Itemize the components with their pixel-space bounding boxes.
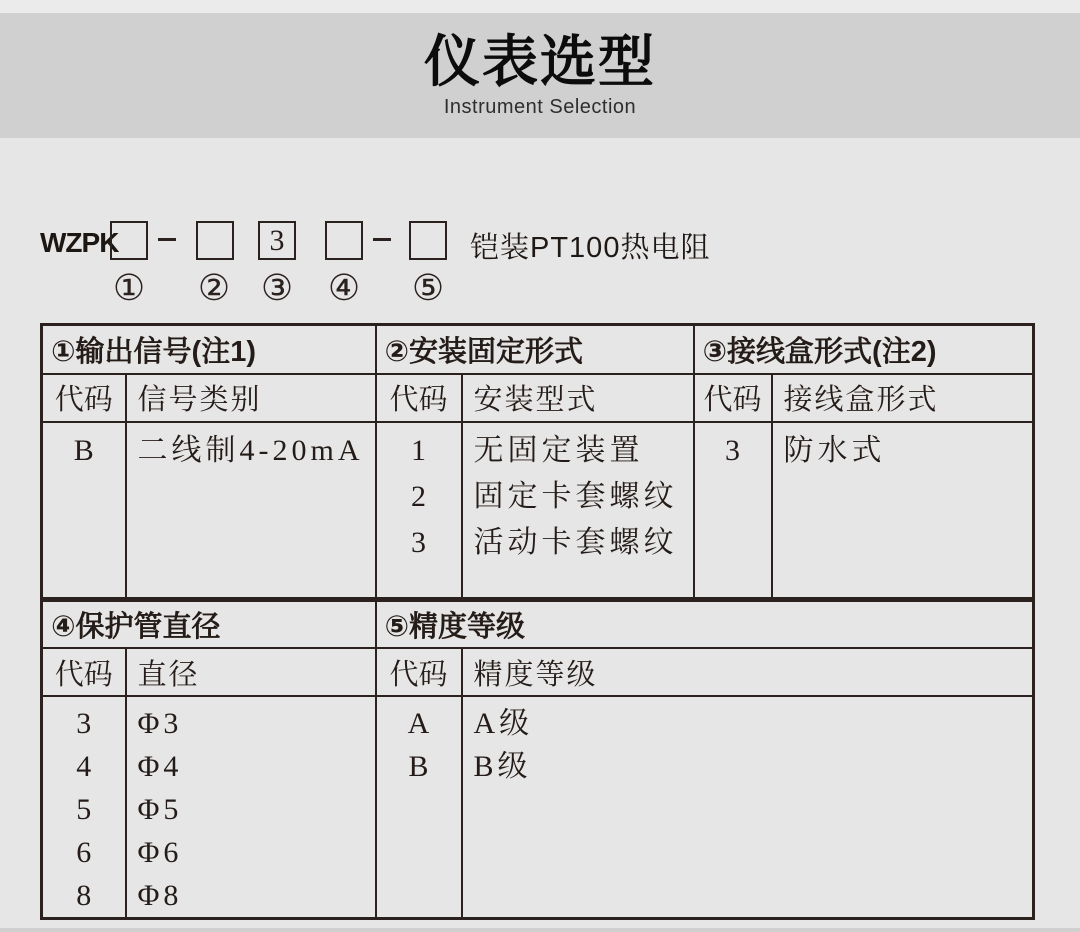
junction-box-codes: [694, 422, 772, 599]
code-value: 1: [411, 433, 426, 467]
mounting-codes: [376, 422, 462, 599]
mounting-type-value: 固定卡套螺纹: [473, 479, 678, 513]
code-column-header: 代码: [42, 374, 126, 422]
mounting-type-value: 活动卡套螺纹: [473, 525, 678, 559]
model-code-line: [0, 221, 1080, 264]
code-value: 2: [411, 479, 426, 513]
accuracy-value: A级: [473, 707, 534, 740]
column-header-row: [42, 648, 1034, 696]
section-title-accuracy-class: ⑤精度等级: [376, 601, 1034, 648]
junction-box-column-header: 接线盒形式: [772, 374, 1034, 422]
diameter-value: Φ8: [137, 879, 183, 912]
position-label-4: ④: [327, 268, 361, 308]
section-title-mounting: ②安装固定形式: [376, 325, 694, 374]
table-body-row: [42, 696, 1034, 919]
output-signal-labels: [126, 422, 376, 599]
position-number-row: [0, 268, 1080, 308]
code-value: 3: [725, 433, 740, 467]
section-header-row: [42, 325, 1034, 374]
diameter-value: Φ4: [137, 750, 183, 783]
section-title-junction-box: ③接线盒形式(注2): [694, 325, 1034, 374]
code-value: B: [408, 750, 429, 783]
table-body-row: [42, 422, 1034, 599]
code-column-header: 代码: [42, 648, 126, 696]
top-margin-strip: [0, 0, 1080, 13]
model-prefix: WZPK: [40, 227, 119, 258]
model-box-4: [325, 221, 363, 260]
code-value: 4: [76, 750, 92, 783]
model-description: 铠装PT100热电阻: [470, 232, 711, 264]
diameter-codes: [42, 696, 126, 919]
mounting-type-value: 无固定装置: [473, 433, 644, 467]
position-label-5: ⑤: [411, 268, 445, 308]
signal-type-value: 二线制4-20mA: [137, 433, 364, 467]
mounting-type-column-header: 安装型式: [462, 374, 694, 422]
signal-type-column-header: 信号类别: [126, 374, 376, 422]
dash-separator: [373, 238, 391, 241]
model-box-2: [196, 221, 234, 260]
accuracy-labels: [462, 696, 1034, 919]
code-value: 3: [411, 525, 426, 559]
section-title-sheath-diameter: ④保护管直径: [42, 601, 376, 648]
model-box-3: 3: [258, 221, 296, 260]
selection-table-bottom: [40, 600, 1035, 920]
section-title-output-signal: ①输出信号(注1): [42, 325, 376, 374]
model-box-1: [110, 221, 148, 260]
column-header-row: [42, 374, 1034, 422]
junction-box-labels: [772, 422, 1034, 599]
position-label-2: ②: [197, 268, 231, 308]
code-value: B: [73, 433, 94, 467]
bottom-margin-strip: [0, 928, 1080, 932]
accuracy-column-header: 精度等级: [462, 648, 1034, 696]
output-signal-codes: [42, 422, 126, 599]
diameter-column-header: 直径: [126, 648, 376, 696]
code-value: 6: [76, 836, 92, 869]
page-title: 仪表选型: [424, 30, 656, 93]
position-label-1: ①: [112, 268, 146, 308]
accuracy-value: B级: [473, 750, 532, 783]
section-header-row: [42, 601, 1034, 648]
junction-box-value: 防水式: [783, 433, 886, 467]
dash-separator: [158, 238, 176, 241]
position-label-3: ③: [260, 268, 294, 308]
page-header-band: [0, 13, 1080, 138]
accuracy-codes: [376, 696, 462, 919]
mounting-labels: [462, 422, 694, 599]
code-value: 3: [76, 707, 92, 740]
code-value: 8: [76, 879, 92, 912]
diameter-value: Φ3: [137, 707, 183, 740]
code-value: A: [407, 707, 430, 740]
diameter-labels: [126, 696, 376, 919]
model-box-5: [409, 221, 447, 260]
diameter-value: Φ5: [137, 793, 183, 826]
code-column-header: 代码: [376, 648, 462, 696]
code-column-header: 代码: [376, 374, 462, 422]
code-value: 5: [76, 793, 92, 826]
selection-table-top: [40, 323, 1035, 600]
diameter-value: Φ6: [137, 836, 183, 869]
code-column-header: 代码: [694, 374, 772, 422]
page-subtitle: Instrument Selection: [443, 96, 637, 118]
